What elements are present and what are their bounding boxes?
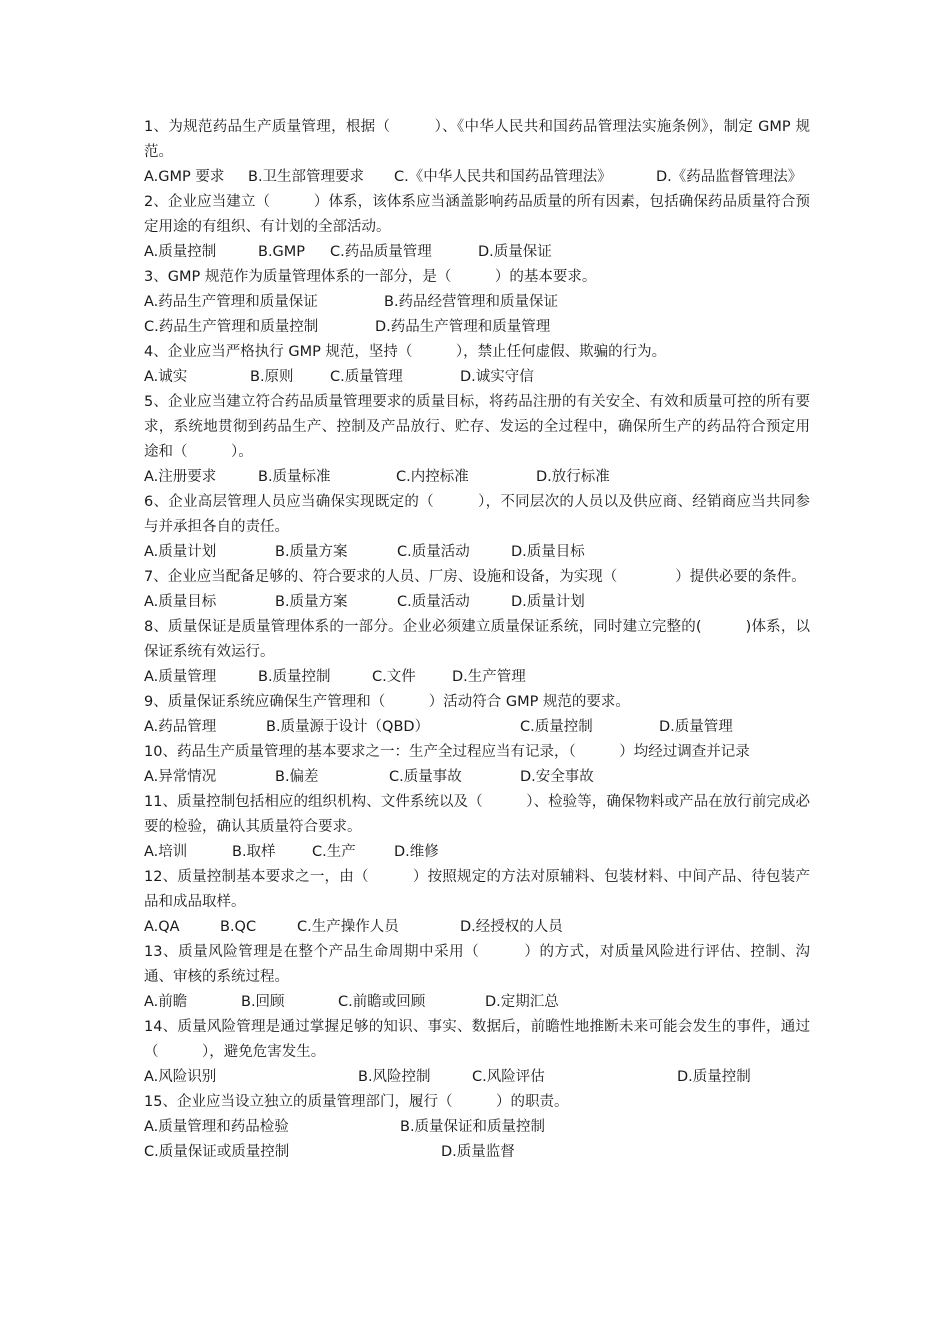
question-7 (144, 565, 810, 615)
option-a: A.质量管理和药品检验 (144, 1119, 289, 1135)
option-a: A.质量控制 (144, 244, 217, 260)
option-row (144, 315, 810, 340)
question-stem: 12、质量控制基本要求之一，由（ ）按照规定的方法对原辅料、包装材料、中间产品、待包装产品和成品取样。 (144, 869, 810, 910)
option-b: B.取样 (232, 844, 276, 860)
question-15 (144, 1090, 810, 1165)
option-b: B.QC (220, 919, 257, 935)
option-row (144, 1065, 810, 1090)
option-a: A.GMP 要求 (144, 169, 225, 185)
option-d: D.质量目标 (511, 544, 585, 560)
exam-document (144, 115, 810, 1165)
question-stem: 9、质量保证系统应确保生产管理和（ ）活动符合 GMP 规范的要求。 (144, 694, 630, 710)
question-stem: 1、为规范药品生产质量管理，根据（ ）、《中华人民共和国药品管理法实施条例》，制定 GMP 规范。 (144, 119, 810, 160)
option-a: A.质量计划 (144, 544, 217, 560)
question-stem: 7、企业应当配备足够的、符合要求的人员、厂房、设施和设备，为实现（ ）提供必要的条件。 (144, 569, 806, 585)
question-stem: 2、企业应当建立（ ）体系，该体系应当涵盖影响药品质量的所有因素，包括确保药品质量符合预定用途的有组织、有计划的全部活动。 (144, 194, 810, 235)
question-10 (144, 740, 810, 790)
option-d: D.质量监督 (441, 1144, 515, 1160)
option-d: D.质量管理 (659, 719, 733, 735)
option-a: A.质量目标 (144, 594, 217, 610)
option-b: B.回顾 (241, 994, 285, 1010)
question-9 (144, 690, 810, 740)
option-b: B.GMP (258, 244, 306, 260)
option-row (144, 465, 810, 490)
question-4 (144, 340, 810, 390)
option-c: C.生产 (312, 844, 356, 860)
question-stem: 13、质量风险管理是在整个产品生命周期中采用（ ）的方式，对质量风险进行评估、控制、沟通、审核的系统过程。 (144, 944, 810, 985)
option-row (144, 1140, 810, 1165)
option-a: A.风险识别 (144, 1069, 217, 1085)
option-a: A.培训 (144, 844, 188, 860)
question-12 (144, 865, 810, 940)
option-a: A.注册要求 (144, 469, 217, 485)
option-b: B.质量源于设计（QBD） (266, 719, 430, 735)
question-8 (144, 615, 810, 690)
option-row (144, 990, 810, 1015)
question-stem: 5、企业应当建立符合药品质量管理要求的质量目标，将药品注册的有关安全、有效和质量可控的所有要求，系统地贯彻到药品生产、控制及产品放行、贮存、发运的全过程中，确保所生产的药品符合预定用途和（ ）。 (144, 394, 810, 460)
option-b: B.质量保证和质量控制 (400, 1119, 546, 1135)
option-c: C.风险评估 (472, 1069, 545, 1085)
option-b: B.质量方案 (275, 594, 348, 610)
option-a: A.前瞻 (144, 994, 188, 1010)
question-14 (144, 1015, 810, 1090)
question-2 (144, 190, 810, 265)
question-3 (144, 265, 810, 340)
option-row (144, 765, 810, 790)
question-stem: 3、GMP 规范作为质量管理体系的一部分，是（ ）的基本要求。 (144, 269, 597, 285)
option-b: B.质量控制 (258, 669, 331, 685)
option-c: C.药品生产管理和质量控制 (144, 319, 319, 335)
question-stem: 15、企业应当设立独立的质量管理部门，履行（ ）的职责。 (144, 1094, 569, 1110)
option-d: D.质量保证 (478, 244, 552, 260)
option-row (144, 590, 810, 615)
option-row (144, 540, 810, 565)
question-stem: 6、企业高层管理人员应当确保实现既定的（ ），不同层次的人员以及供应商、经销商应当共同参与并承担各自的责任。 (144, 494, 810, 535)
option-a: A.诚实 (144, 369, 188, 385)
option-c: C.质量事故 (389, 769, 462, 785)
option-row (144, 240, 810, 265)
question-13 (144, 940, 810, 1015)
question-stem: 14、质量风险管理是通过掌握足够的知识、事实、数据后，前瞻性地推断未来可能会发生的事件，通过（ ），避免危害发生。 (144, 1019, 810, 1060)
option-b: B.偏差 (275, 769, 319, 785)
option-a: A.质量管理 (144, 669, 217, 685)
option-c: C.《中华人民共和国药品管理法》 (394, 169, 612, 185)
option-c: C.质量保证或质量控制 (144, 1144, 290, 1160)
option-row (144, 1115, 810, 1140)
question-stem: 11、质量控制包括相应的组织机构、文件系统以及（ ）、检验等，确保物料或产品在放行前完成必要的检验，确认其质量符合要求。 (144, 794, 810, 835)
option-a: A.异常情况 (144, 769, 217, 785)
option-a: A.药品生产管理和质量保证 (144, 294, 318, 310)
option-b: B.原则 (250, 369, 294, 385)
option-c: C.内控标准 (396, 469, 469, 485)
option-d: D.维修 (394, 844, 439, 860)
option-c: C.前瞻或回顾 (338, 994, 426, 1010)
option-row (144, 165, 810, 190)
option-row (144, 665, 810, 690)
option-row (144, 365, 810, 390)
option-row (144, 840, 810, 865)
option-c: C.质量活动 (397, 544, 470, 560)
option-b: B.卫生部管理要求 (248, 169, 365, 185)
option-a: A.药品管理 (144, 719, 217, 735)
option-b: B.质量方案 (275, 544, 348, 560)
option-row (144, 290, 810, 315)
option-c: C.质量管理 (330, 369, 403, 385)
option-c: C.质量控制 (520, 719, 593, 735)
question-5 (144, 390, 810, 490)
question-11 (144, 790, 810, 865)
question-stem: 10、药品生产质量管理的基本要求之一：生产全过程应当有记录，（ ）均经过调查并记录 (144, 744, 750, 760)
option-d: D.定期汇总 (485, 994, 559, 1010)
option-b: B.风险控制 (358, 1069, 431, 1085)
option-a: A.QA (144, 919, 180, 935)
option-c: C.文件 (372, 669, 416, 685)
option-d: D.诚实守信 (460, 369, 534, 385)
option-d: D.安全事故 (520, 769, 594, 785)
option-b: B.质量标准 (258, 469, 331, 485)
option-d: D.《药品监督管理法》 (656, 169, 803, 185)
question-stem: 8、质量保证是质量管理体系的一部分。企业必须建立质量保证系统，同时建立完整的( )体系，以保证系统有效运行。 (144, 619, 810, 660)
question-1 (144, 115, 810, 190)
option-d: D.放行标准 (536, 469, 610, 485)
option-d: D.生产管理 (452, 669, 526, 685)
option-d: D.质量计划 (511, 594, 585, 610)
option-c: C.生产操作人员 (297, 919, 399, 935)
option-c: C.质量活动 (397, 594, 470, 610)
option-d: D.经授权的人员 (460, 919, 563, 935)
option-b: B.药品经营管理和质量保证 (384, 294, 559, 310)
question-6 (144, 490, 810, 565)
option-row (144, 715, 810, 740)
option-row (144, 915, 810, 940)
option-d: D.药品生产管理和质量管理 (375, 319, 551, 335)
option-d: D.质量控制 (677, 1069, 751, 1085)
option-c: C.药品质量管理 (330, 244, 432, 260)
question-stem: 4、企业应当严格执行 GMP 规范，坚持（ ），禁止任何虚假、欺骗的行为。 (144, 344, 667, 360)
